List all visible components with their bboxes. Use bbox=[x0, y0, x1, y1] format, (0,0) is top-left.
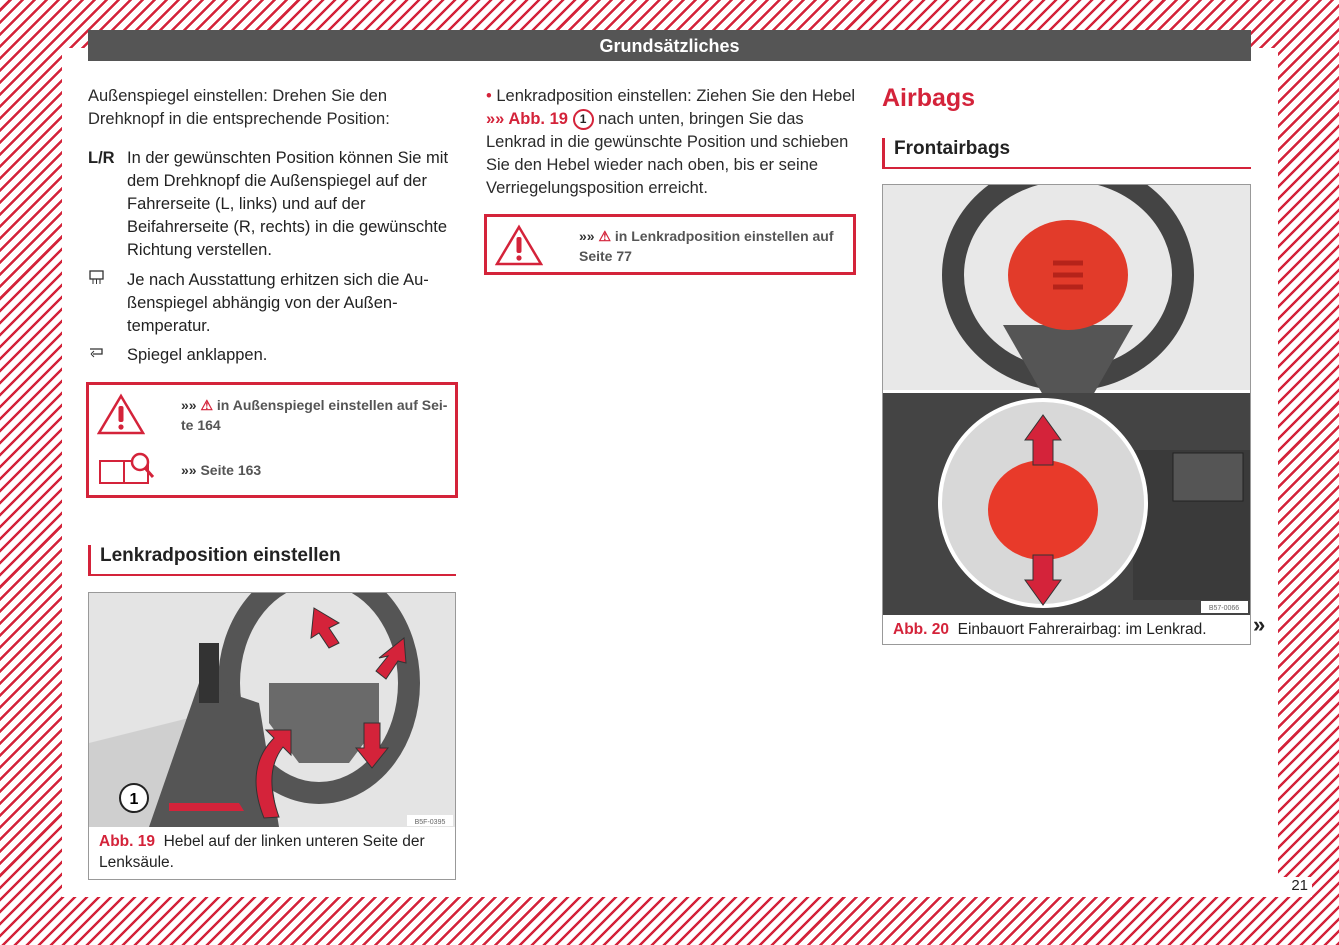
mirror-intro: Außenspiegel einstellen: Drehen Sie den Drehknopf in die entsprechende Position: bbox=[88, 87, 390, 128]
steering-adjust-step: • Lenkradposition einstellen: Ziehen Sie den Hebel »» Abb. 19 1 nach unten, bringen Sie das Lenkrad in die gewünschte Position und schieben Sie den Hebel wieder nach oben, bis er seine Verriegelungsposition erreicht. bbox=[486, 87, 856, 197]
warning-icon bbox=[495, 224, 543, 266]
warning-box bbox=[484, 214, 856, 275]
mirror-heating-icon bbox=[88, 269, 127, 338]
continue-arrow: » bbox=[1253, 612, 1266, 637]
figure-caption: Abb. 20 Einbauort Fahrerairbag: im Lenkrad. bbox=[893, 621, 1207, 638]
warning-reference[interactable]: »» ⚠ in Außenspiegel einstellen auf Seite 164 bbox=[181, 397, 448, 433]
warning-reference[interactable]: »» ⚠ in Lenkradposition einstellen auf Seite 77 bbox=[579, 228, 834, 264]
svg-text:1: 1 bbox=[129, 791, 139, 808]
warning-box bbox=[86, 382, 458, 498]
list-item: L/R In der gewünschten Position können Sie mit dem Drehknopf die Außenspiegel auf der Fahrerseite (L, links) und auf der Beifahrerseite (R, rechts) in die gewünschte Richtung verstellen. bbox=[88, 147, 458, 262]
figure-link[interactable]: »» Abb. 19 bbox=[486, 110, 568, 128]
column-2 bbox=[484, 85, 856, 275]
section-title: Lenkradposition einstellen bbox=[88, 545, 456, 576]
item-key: L/R bbox=[88, 149, 115, 167]
figure-19 bbox=[88, 592, 456, 880]
figure-20 bbox=[882, 184, 1251, 645]
figure-caption: Abb. 19 Hebel auf der linken unteren Seite der Lenksäule. bbox=[99, 833, 425, 871]
book-reference[interactable]: »» Seite 163 bbox=[181, 462, 262, 478]
subsection-title: Frontairbags bbox=[882, 138, 1251, 169]
svg-text:B57-0066: B57-0066 bbox=[1208, 605, 1240, 612]
list-item: Spiegel anklappen. bbox=[88, 344, 458, 367]
steering-column-illustration bbox=[89, 593, 455, 827]
section-heading-airbags: Airbags bbox=[882, 84, 976, 112]
airbag-illustration bbox=[883, 185, 1250, 615]
callout-1: 1 bbox=[573, 109, 594, 130]
warning-icon bbox=[97, 393, 145, 435]
page-header: Grundsätzliches bbox=[88, 30, 1251, 61]
book-icon bbox=[97, 451, 159, 487]
list-item: Je nach Ausstattung erhitzen sich die Außenspiegel abhängig von der Außentemperatur. bbox=[88, 269, 458, 338]
mirror-fold-icon bbox=[88, 344, 127, 367]
page-number: 21 bbox=[1278, 877, 1312, 897]
svg-text:B5F-0395: B5F-0395 bbox=[414, 819, 446, 826]
